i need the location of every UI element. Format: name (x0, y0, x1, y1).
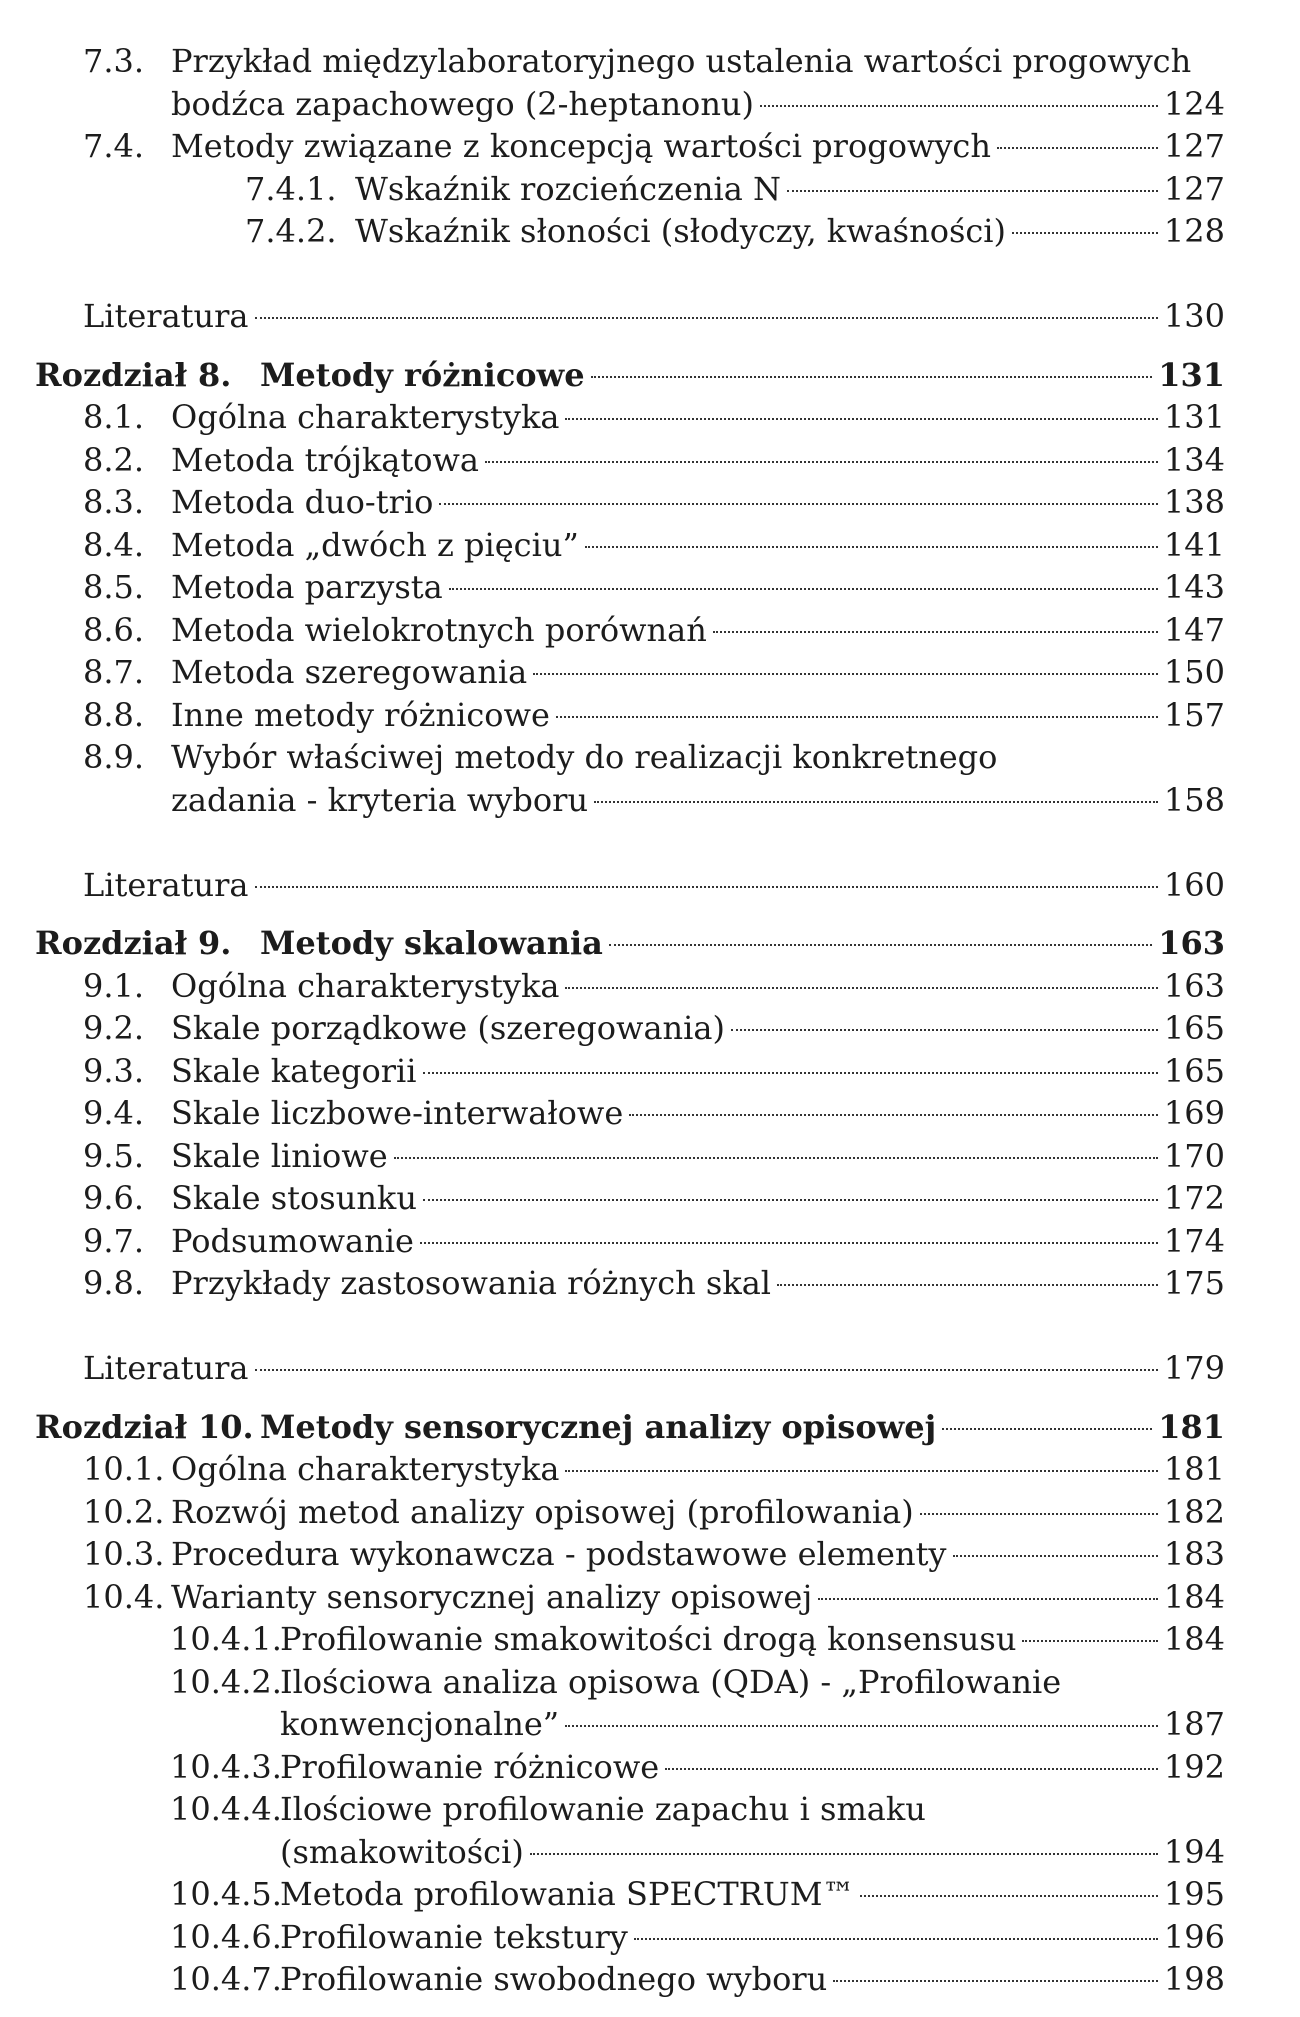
toc-chapter-entry (35, 1406, 1225, 1449)
toc-entry (35, 1448, 1273, 1491)
leader-dots (760, 105, 1158, 107)
toc-page-number: 124 (1163, 84, 1225, 123)
toc-entry (35, 125, 1273, 168)
toc-page-number: 174 (1163, 1221, 1225, 1260)
toc-entry (35, 736, 1273, 821)
toc-page-number: 160 (1163, 865, 1225, 904)
toc-entry-number: 8.5. (83, 568, 145, 606)
toc-entry-number: 8.8. (83, 695, 145, 734)
toc-entry-title: Wybór właściwej metody do realizacji konkretnego (171, 738, 998, 776)
toc-page-number: 181 (1158, 1407, 1225, 1446)
toc-literature-entry (35, 1305, 1273, 1390)
toc-entry (35, 524, 1273, 567)
toc-page-number: 170 (1163, 1136, 1225, 1175)
leader-dots (665, 1768, 1158, 1770)
leader-dots (594, 801, 1158, 803)
toc-entry-number: Rozdział 10. (35, 1407, 254, 1446)
leader-dots (585, 546, 1158, 548)
toc-page-number: 187 (1163, 1705, 1225, 1743)
toc-entry-title: Literatura (83, 297, 249, 335)
toc-entry-number: 8.1. (83, 398, 145, 436)
toc-entry (35, 1661, 1300, 1746)
toc-entry (35, 1007, 1273, 1050)
toc-page-number: 179 (1163, 1349, 1225, 1387)
toc-entry (35, 168, 1300, 211)
toc-page-number: 131 (1163, 398, 1225, 436)
toc-page-number: 169 (1163, 1094, 1225, 1132)
leader-dots (449, 588, 1158, 590)
toc-literature-entry (35, 253, 1273, 338)
toc-entry-title: Rozwój metod analizy opisowej (profilowania) (171, 1492, 914, 1531)
toc-entry-title: Metoda trójkątowa (171, 440, 479, 479)
toc-entry-title: Metody skalowania (260, 924, 603, 962)
toc-page-number: 196 (1163, 1917, 1225, 1956)
toc-entry-title: Metoda profilowania SPECTRUM™ (280, 1875, 855, 1913)
toc-entry-title: Skale liniowe (171, 1136, 388, 1175)
leader-dots (997, 147, 1158, 149)
toc-section (35, 922, 1225, 1390)
toc-page-number: 192 (1163, 1747, 1225, 1786)
toc-entry-number: 8.2. (83, 440, 145, 479)
toc-page-number: 130 (1163, 297, 1225, 335)
leader-dots (565, 1725, 1158, 1727)
toc-section (35, 354, 1225, 907)
toc-entry-title: Wskaźnik rozcieńczenia N (355, 169, 781, 208)
toc-entry-title: Ogólna charakterystyka (171, 1450, 560, 1488)
toc-page-number: 150 (1163, 653, 1225, 691)
toc-entry (35, 1916, 1300, 1959)
toc-entry (35, 1491, 1273, 1534)
toc-entry-number: 9.1. (83, 966, 145, 1005)
toc-entry-title: Ilościowe profilowanie zapachu i smaku (280, 1790, 926, 1828)
leader-dots (942, 1428, 1152, 1430)
leader-dots (565, 418, 1157, 420)
toc-entry-number: Rozdział 9. (35, 924, 232, 962)
toc-entry (35, 609, 1273, 652)
toc-entry-title: Metody różnicowe (260, 355, 585, 394)
leader-dots (420, 1242, 1158, 1244)
toc-entry (35, 1092, 1273, 1135)
leader-dots (556, 716, 1158, 718)
toc-entry-number: 9.2. (83, 1009, 145, 1047)
toc-chapter-entry (35, 354, 1225, 397)
table-of-contents (35, 40, 1225, 2017)
leader-dots (394, 1157, 1158, 1159)
toc-entry (35, 1177, 1273, 1220)
leader-dots (609, 944, 1152, 946)
toc-page-number: 198 (1163, 1960, 1225, 1998)
toc-entry (35, 1618, 1300, 1661)
toc-page-number: 184 (1163, 1577, 1225, 1616)
toc-page-number: 158 (1163, 780, 1225, 819)
toc-page-number: 194 (1163, 1832, 1225, 1871)
toc-entry-title: Ogólna charakterystyka (171, 966, 560, 1005)
toc-page-number: 157 (1163, 695, 1225, 734)
toc-entry-number: 10.1. (83, 1450, 165, 1488)
toc-entry-title: Przykłady zastosowania różnych skal (171, 1264, 772, 1302)
toc-entry-title: Skale kategorii (171, 1051, 417, 1090)
toc-entry-number: 10.4.7. (170, 1960, 282, 1998)
toc-entry (35, 566, 1273, 609)
leader-dots (818, 1598, 1158, 1600)
leader-dots (920, 1513, 1158, 1515)
toc-entry (35, 1262, 1273, 1305)
toc-entry-title: Wskaźnik słoności (słodyczy, kwaśności) (355, 212, 1007, 250)
leader-dots (533, 673, 1158, 675)
toc-entry-number: 7.4.2. (245, 212, 337, 250)
toc-entry-number: 10.4.6. (170, 1917, 282, 1956)
toc-entry (35, 651, 1273, 694)
toc-entry-number: 9.4. (83, 1094, 145, 1132)
toc-page-number: 147 (1163, 610, 1225, 649)
toc-entry-title: (smakowitości) (280, 1832, 524, 1871)
toc-entry-number: 10.2. (83, 1492, 165, 1531)
toc-entry (35, 1958, 1300, 2001)
toc-entry (35, 1576, 1273, 1619)
leader-dots (565, 987, 1157, 989)
toc-entry-title: konwencjonalne” (280, 1705, 560, 1743)
toc-entry-title: Metoda „dwóch z pięciu” (171, 525, 579, 564)
toc-entry-title: Profilowanie różnicowe (280, 1747, 660, 1786)
toc-page-number: 181 (1163, 1450, 1225, 1488)
toc-page-number: 165 (1163, 1051, 1225, 1090)
toc-entry-title: Skale porządkowe (szeregowania) (171, 1009, 725, 1047)
toc-section (35, 1406, 1225, 2001)
toc-entry-title: Profilowanie tekstury (280, 1917, 628, 1956)
toc-entry-title: Literatura (83, 1349, 249, 1387)
toc-entry-title: Procedura wykonawcza - podstawowe elementy (171, 1535, 947, 1573)
toc-entry-number: 8.9. (83, 738, 145, 776)
leader-dots (439, 503, 1158, 505)
toc-entry-title: Podsumowanie (171, 1221, 414, 1260)
toc-literature-entry (35, 821, 1273, 906)
leader-dots (731, 1029, 1158, 1031)
toc-page-number: 134 (1163, 440, 1225, 479)
leader-dots (1012, 232, 1158, 234)
toc-entry (35, 210, 1300, 253)
toc-page-number: 163 (1158, 924, 1225, 962)
toc-entry (35, 1135, 1273, 1178)
toc-entry-number: 8.4. (83, 525, 145, 564)
leader-dots (423, 1199, 1158, 1201)
toc-entry-number: 8.3. (83, 483, 145, 521)
toc-entry-title: Metody związane z koncepcją wartości progowych (171, 127, 991, 165)
toc-entry-number: 10.4. (83, 1577, 165, 1616)
toc-page-number: 183 (1163, 1535, 1225, 1573)
toc-page-number: 141 (1163, 525, 1225, 564)
toc-page-number: 143 (1163, 568, 1225, 606)
toc-entry-title: Metoda parzysta (171, 568, 443, 606)
toc-entry-title: Skale liczbowe-interwałowe (171, 1094, 624, 1132)
toc-chapter-entry (35, 922, 1225, 965)
toc-page-number: 195 (1163, 1875, 1225, 1913)
toc-entry (35, 965, 1273, 1008)
toc-page-number: 172 (1163, 1179, 1225, 1217)
leader-dots (634, 1938, 1158, 1940)
toc-entry (35, 481, 1273, 524)
toc-entry (35, 40, 1273, 125)
toc-entry-title: Profilowanie swobodnego wyboru (280, 1960, 828, 1998)
toc-page-number: 184 (1163, 1620, 1225, 1658)
toc-entry-number: 10.4.1. (170, 1620, 282, 1658)
toc-page-number: 127 (1163, 127, 1225, 165)
leader-dots (713, 631, 1158, 633)
toc-page-number: 128 (1163, 212, 1225, 250)
toc-entry-number: 10.4.3. (170, 1747, 282, 1786)
toc-page-number: 182 (1163, 1492, 1225, 1531)
toc-entry (35, 396, 1273, 439)
toc-entry-title: Metoda szeregowania (171, 653, 528, 691)
toc-entry-title: Ogólna charakterystyka (171, 398, 560, 436)
toc-entry-number: 9.6. (83, 1179, 145, 1217)
toc-entry-title: Metoda wielokrotnych porównań (171, 610, 707, 649)
toc-entry-title: Inne metody różnicowe (171, 695, 550, 734)
leader-dots (953, 1555, 1158, 1557)
leader-dots (255, 886, 1158, 888)
toc-entry-number: 9.8. (83, 1264, 145, 1302)
toc-entry-number: 9.3. (83, 1051, 145, 1090)
toc-entry-number: 10.4.4. (170, 1790, 282, 1828)
toc-entry-number: 10.3. (83, 1535, 165, 1573)
leader-dots (485, 461, 1158, 463)
toc-entry (35, 439, 1273, 482)
toc-entry-title: zadania - kryteria wyboru (171, 780, 589, 819)
toc-entry-number: 8.7. (83, 653, 145, 691)
toc-entry-number: 9.5. (83, 1136, 145, 1175)
leader-dots (255, 317, 1158, 319)
toc-entry-number: 7.4. (83, 127, 145, 165)
toc-entry-number: 9.7. (83, 1221, 145, 1260)
toc-page-number: 131 (1158, 355, 1225, 394)
leader-dots (860, 1895, 1157, 1897)
toc-entry (35, 1050, 1273, 1093)
toc-page-number: 165 (1163, 1009, 1225, 1047)
toc-entry-number: 7.4.1. (245, 169, 337, 208)
toc-entry-title: Literatura (83, 865, 249, 904)
toc-entry-title: Przykład międzylaboratoryjnego ustalenia wartości progowych (171, 42, 1192, 80)
leader-dots (255, 1369, 1158, 1371)
leader-dots (787, 190, 1158, 192)
toc-entry-title: Ilościowa analiza opisowa (QDA) - „Profilowanie (280, 1662, 1062, 1701)
toc-entry (35, 1220, 1273, 1263)
leader-dots (565, 1470, 1157, 1472)
toc-entry-title: Profilowanie smakowitości drogą konsensusu (280, 1620, 1017, 1658)
toc-entry-title: Skale stosunku (171, 1179, 417, 1217)
toc-entry-number: 10.4.5. (170, 1875, 282, 1913)
toc-page-number: 175 (1163, 1264, 1225, 1302)
toc-entry (35, 1873, 1300, 1916)
toc-entry (35, 1788, 1300, 1873)
toc-entry-title: Warianty sensorycznej analizy opisowej (171, 1577, 813, 1616)
toc-page-number: 163 (1163, 966, 1225, 1005)
toc-entry-title: Metody sensorycznej analizy opisowej (260, 1407, 937, 1446)
toc-entry-number: 10.4.2. (170, 1662, 282, 1701)
toc-entry (35, 694, 1273, 737)
toc-page-number: 127 (1163, 169, 1225, 208)
toc-entry-number: 8.6. (83, 610, 145, 649)
toc-entry (35, 1533, 1273, 1576)
toc-entry-title: bodźca zapachowego (2-heptanonu) (171, 84, 755, 123)
toc-entry-number: 7.3. (83, 42, 145, 80)
leader-dots (777, 1284, 1158, 1286)
leader-dots (629, 1114, 1158, 1116)
toc-entry-title: Metoda duo-trio (171, 483, 434, 521)
toc-page-number: 138 (1163, 483, 1225, 521)
leader-dots (833, 1980, 1158, 1982)
toc-entry-number: Rozdział 8. (35, 355, 232, 394)
leader-dots (591, 376, 1153, 378)
leader-dots (530, 1853, 1158, 1855)
leader-dots (1022, 1640, 1157, 1642)
leader-dots (423, 1072, 1158, 1074)
toc-section (35, 40, 1225, 338)
toc-entry (35, 1746, 1300, 1789)
